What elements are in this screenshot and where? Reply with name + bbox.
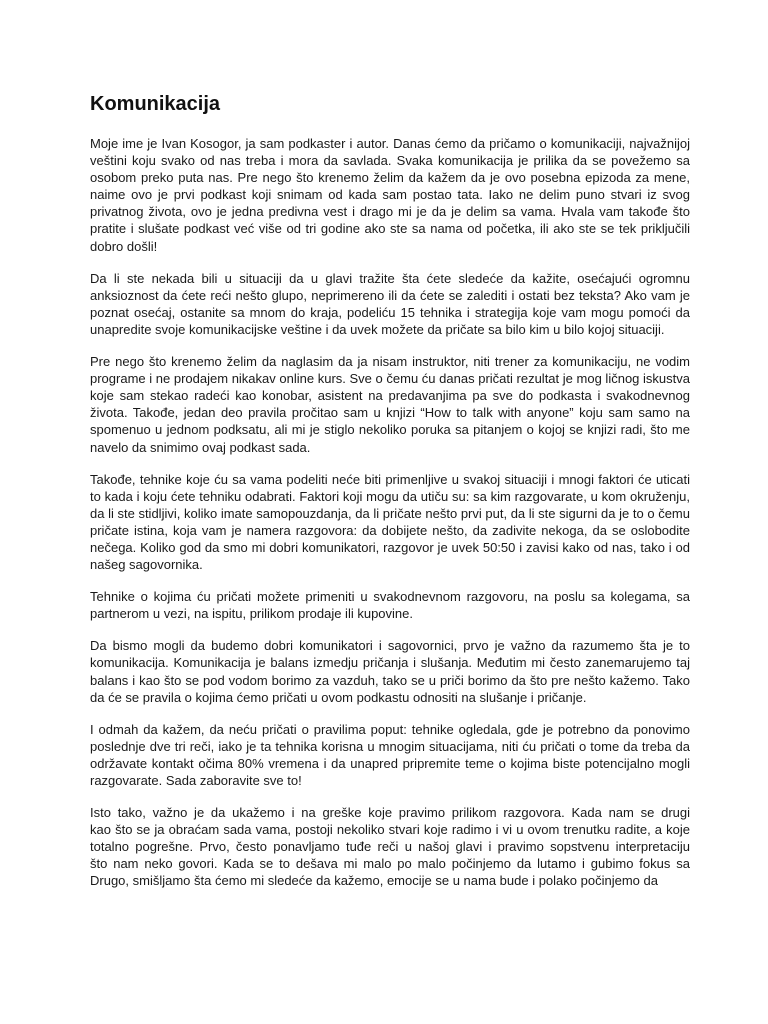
paragraph-line: poslednje dve tri reči, iako je ta tehnika korisna u mnogim situacijama, niti ću pričati o tome da treba da (90, 738, 690, 754)
paragraph-line: komunikacija. Komunikacija je balans izmedju pričanja i slušanja. Međutim mi često zanemarujemo taj (90, 655, 690, 671)
paragraph-line: Da li ste nekada bili u situaciji da u glavi tražite šta ćete sledeće da kažite, osećajući ogromnu (90, 270, 690, 286)
paragraph-line: Isto tako, važno je da ukažemo i na greške koje pravimo prilikom razgovora. Kada nam se drugi (90, 805, 690, 821)
paragraph-line: totalno pogrešne. Prvo, često ponavljamo tuđe reči u našoj glavi i pravimo sopstvenu interpretaciju (90, 839, 690, 855)
paragraph-line: koje sam stekao radeći kao konobar, asistent na predavanjima pa sve do podkasta i svakodnevnog (90, 388, 690, 404)
paragraph-line: Moje ime je Ivan Kosogor, ja sam podkaster i autor. Danas ćemo da pričamo o komunikaciji, najvažnijoj (90, 136, 690, 151)
document-body (90, 135, 690, 905)
paragraph-line: navelo da snimimo ovaj podkast sada. (90, 439, 311, 455)
paragraph-line: poznat osećaj, ostanite sa mnom do kraja, podeliću 15 tehnika i strategija koje vam mogu pomoći da (90, 304, 690, 320)
paragraph (90, 353, 690, 456)
paragraph-line: razgovarate. Sada zaboravite sve to! (90, 773, 302, 788)
paragraph-line: privatnog života, ovo je jedna predivna vest i drago mi je da je delim sa vama. Hvala vam takođe što (90, 204, 690, 220)
paragraph-line: života. Takođe, jedan deo pravila pročitao sam u knjizi “How to talk with anyone” koju sam samo na (90, 405, 690, 421)
paragraph-line: anksioznost da ćete reći nešto glupo, neprimereno ili da ćete se zalediti i ostati bez teksta? Ako vam je (90, 287, 690, 303)
paragraph (90, 588, 690, 622)
paragraph-line: osobom preko puta nas. Pre nego što krenemo želim da kažem da je ovo posebna epizoda za mene, (90, 170, 690, 186)
paragraph-line: dobro došli! (90, 238, 158, 254)
paragraph-line: nečega. Koliko god da smo mi dobri komunikatori, razgovor je uvek 50:50 i zavisi kako od nas, tako i od (90, 539, 690, 555)
paragraph (90, 804, 690, 889)
paragraph (90, 270, 690, 338)
paragraph-line: Drugo, smišljamo šta ćemo mi sledeće da kažemo, emocije se u nama bude i polako počinjemo da (90, 873, 658, 889)
paragraph-line: veštini koju svako od nas treba i mora da savlada. Svaka komunikacija je prilika da se povežemo sa (90, 153, 690, 169)
paragraph-line: I odmah da kažem, da neću pričati o pravilima poput: tehnike ogledala, gde je potrebno da ponovimo (90, 721, 690, 737)
paragraph-line: Tehnike o kojima ću pričati možete primeniti u svakodnevnom razgovoru, na poslu sa kolegama, sa (90, 589, 690, 605)
paragraph-line: pričate istina, koja vam je namera razgovora: da dobijete nešto, da zadivite nekoga, da se oslobodite (90, 522, 690, 538)
paragraph-line: Pre nego što krenemo želim da naglasim da ja nisam instruktor, niti trener za komunikaciju, ne vodim (90, 354, 690, 370)
paragraph-line: spomenuo u jednom podksatu, ali mi je stiglo nekoliko poruka sa pitanjem o kojoj se knjizi radi, što me (90, 422, 690, 438)
paragraph-line: našeg sagovornika. (90, 557, 203, 573)
paragraph-line: što nam neko govori. Kada se to dešava mi malo po malo počinjemo da lutamo i gubimo fokus sa (90, 856, 690, 872)
paragraph-line: održavate kontakt očima 80% vremena i da unapred pripremite teme o kojima biste potencijalno mogli (90, 755, 690, 771)
paragraph-line: balans i kao što se pod vodom borimo za vazduh, tako se u priči borimo da što pre nešto kažemo. Tako (90, 672, 690, 688)
document-title: Komunikacija (90, 93, 221, 115)
paragraph-line: pratite i slušate podkast već više od tri godine ako ste sa nama od početka, ili ako ste se tek priključili (90, 221, 690, 237)
paragraph-line: to kada i koju ćete tehniku odabrati. Faktori koji mogu da utiču su: sa kim razgovarate, u kom okruženju, (90, 488, 690, 504)
paragraph-line: partnerom u vezi, na ispitu, prilikom prodaje ili kupovine. (90, 606, 413, 622)
paragraph-line: kao što se ja obraćam sada vama, postoji nekoliko stvari koje radimo i vi u ovom trenutku radite, a koje (90, 822, 690, 838)
paragraph-line: da će se pravila o kojima ćemo pričati u ovom podkastu odnositi na slušanje i pričanje. (90, 689, 587, 705)
paragraph-line: da li ste stidljivi, koliko imate samopouzdanja, da li pričate nešto prvi put, da li ste sigurni da je to o čemu (90, 505, 690, 521)
paragraph (90, 721, 690, 789)
paragraph (90, 135, 690, 255)
paragraph (90, 637, 690, 705)
paragraph-line: Takođe, tehnike koje ću sa vama podeliti neće biti primenljive u svakoj situaciji i mnogi faktori će uticati (90, 471, 690, 487)
paragraph (90, 471, 690, 574)
paragraph-line: naime ovo je prvi podkast koji snimam od kada sam postao tata. Iako ne delim puno stvari iz svog (90, 187, 690, 203)
paragraph-line: programe i ne prodajem nikakav online kurs. Sve o čemu ću danas pričati rezultat je mog ličnog iskustva (90, 371, 690, 387)
paragraph-line: unapredite svoje komunikacijske veštine i da uvek možete da pričate sa bilo kim u bilo kojoj situaciji. (90, 321, 665, 337)
paragraph-line: Da bismo mogli da budemo dobri komunikatori i sagovornici, prvo je važno da razumemo šta je to (90, 638, 690, 654)
